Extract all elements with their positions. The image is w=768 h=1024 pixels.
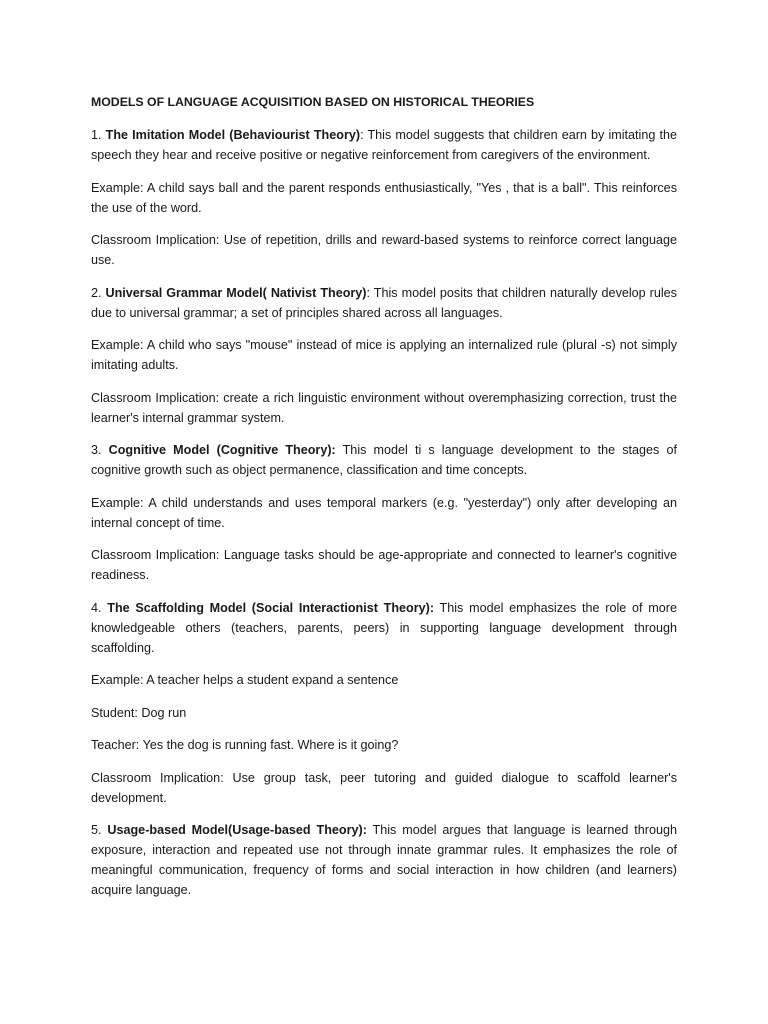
section-2-heading: Universal Grammar Model( Nativist Theory) [105,285,367,300]
section-4-example: Example: A teacher helps a student expand a sentence [91,673,399,687]
section-5-heading: Usage-based Model(Usage-based Theory): [107,823,367,837]
section-1-intro [91,125,677,165]
section-4-implication: Classroom Implication: Use group task, peer tutoring and guided dialogue to scaffold learner's development. [91,770,677,805]
section-3-implication: Classroom Implication: Language tasks should be age-appropriate and connected to learner's cognitive readiness. [91,548,677,582]
section-1-text: : This model suggests that children earn by imitating the speech they hear and receive positive or negative reinforcement from caregivers of the environment. [91,128,677,162]
section-1-number: 1. [91,128,106,142]
document-title: MODELS OF LANGUAGE ACQUISITION BASED ON HISTORICAL THEORIES [91,95,535,109]
section-1-implication: Classroom Implication: Use of repetition, drills and reward-based systems to reinforce correct language use. [91,233,677,267]
section-3-example: Example: A child understands and uses temporal markers (e.g. "yesterday") only after developing an internal concept of time. [91,495,677,530]
section-5-number: 5. [91,823,108,837]
section-4-number: 4. [91,600,108,615]
section-4-student-line: Student: Dog run [91,705,187,720]
section-3-intro [91,440,677,480]
section-3-text: This model ti s language development to the stages of cognitive growth such as object permanence, classification and time concepts. [91,443,677,477]
section-3-heading: Cognitive Model (Cognitive Theory): [108,443,336,457]
section-2-text: : This model posits that children naturally develop rules due to universal grammar; a set of principles shared across all languages. [91,285,677,320]
section-2-intro [91,283,677,323]
section-5-text: This model argues that language is learned through exposure, interaction and repeated use not through innate grammar rules. It emphasizes the role of meaningful communication, frequency of forms and social interaction in how children (and learners) acquire language. [91,823,677,897]
section-2-implication: Classroom Implication: create a rich linguistic environment without overemphasizing correction, trust the learner's internal grammar system. [91,390,677,425]
section-1-example: Example: A child says ball and the parent responds enthusiastically, "Yes , that is a ball". This reinforces the use of the word. [91,180,677,215]
section-4-heading: The Scaffolding Model (Social Interactionist Theory): [107,600,435,615]
section-2-example: Example: A child who says "mouse" instead of mice is applying an internalized rule (plural -s) not simply imitating adults. [91,338,677,372]
section-1-heading: The Imitation Model (Behaviourist Theory) [105,128,361,142]
section-4-intro [91,598,677,658]
section-2-number: 2. [91,285,106,300]
section-4-text: This model emphasizes the role of more knowledgeable others (teachers, parents, peers) in supporting language development through scaffolding. [91,600,677,655]
section-4-teacher-line: Teacher: Yes the dog is running fast. Where is it going? [91,738,399,752]
section-5-intro [91,820,677,900]
section-3-number: 3. [91,443,109,457]
